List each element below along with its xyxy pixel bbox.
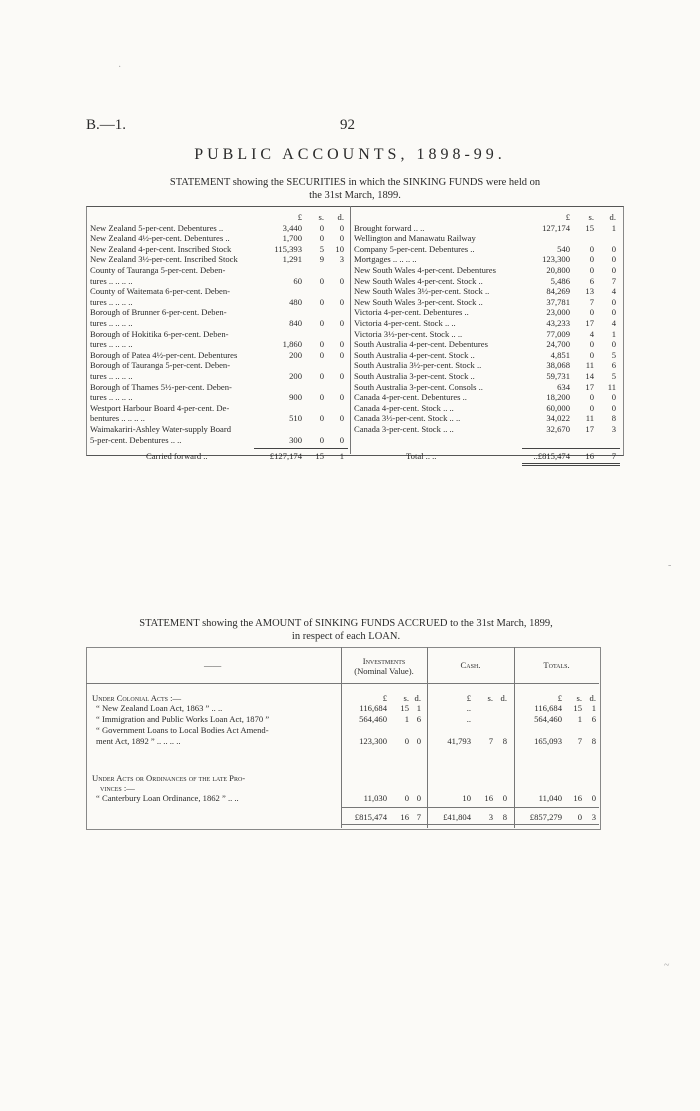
amount-shillings: 14 (585, 371, 594, 381)
security-label: Westport Harbour Board 4-per-cent. De- (90, 402, 230, 413)
inv-shillings: 0 (404, 793, 409, 803)
tot-pounds: 11,040 (538, 793, 562, 803)
amount-shillings: 9 (319, 254, 324, 265)
inv-pence: d. (414, 693, 421, 703)
security-label: tures .. .. .. .. (90, 318, 133, 328)
security-label: South Australia 3½-per-cent. Stock .. (354, 360, 482, 371)
security-label: tures .. .. .. .. (90, 296, 133, 307)
statement1-heading (88, 176, 622, 202)
amount-pence: 0 (611, 254, 616, 265)
amount-shillings: 13 (585, 286, 594, 297)
security-label: New Zealand 5-per-cent. Debentures .. (90, 222, 224, 233)
amount-pence: 4 (611, 286, 616, 297)
amount-pence: 1 (611, 328, 616, 339)
amount-pounds: 1,860 (282, 339, 302, 350)
securities-table-divider (350, 206, 351, 454)
amount-pence: 0 (339, 371, 344, 381)
loan-act-label: “ Government Loans to Local Bodies Act Amend- (96, 725, 269, 735)
amount-shillings: 17 (585, 318, 594, 328)
amount-pence: 0 (339, 349, 344, 360)
amount-shillings: 15 (585, 222, 594, 233)
tot-pence: d. (589, 693, 596, 703)
amount-pounds: 24,700 (546, 339, 570, 350)
statement1-heading-line2: the 31st March, 1899. (309, 190, 401, 201)
page-title: PUBLIC ACCOUNTS, 1898-99. (194, 146, 506, 163)
amount-shillings: 11 (585, 360, 594, 371)
amount-shillings: 0 (319, 413, 324, 424)
security-label: bentures .. .. .. .. (90, 413, 145, 424)
amount-pounds: 5,486 (550, 275, 570, 286)
cash-pounds: .. (466, 714, 471, 724)
paper-speck: · (118, 62, 122, 73)
total-double-rule (522, 463, 620, 464)
investments-subheader: (Nominal Value). (354, 666, 414, 676)
amount-pence: 0 (611, 307, 616, 318)
amount-shillings: 0 (319, 392, 324, 403)
inv-shillings: 1 (404, 714, 409, 724)
loan-act-label: “ Immigration and Public Works Loan Act, 1870 ” (96, 714, 270, 724)
group-heading-colonial-acts: Under Colonial Acts :— (92, 693, 182, 703)
inv-shillings: 15 (400, 703, 409, 713)
security-label: Wellington and Manawatu Railway (354, 233, 476, 244)
cash-pence: d. (500, 693, 507, 703)
amount-shillings: 0 (589, 339, 594, 350)
cash-pounds: £41,804 (443, 812, 471, 822)
security-label: Victoria 3½-per-cent. Stock .. .. (354, 328, 463, 339)
security-label: Canada 3½-per-cent. Stock .. .. (354, 413, 461, 424)
amount-pounds: 200 (289, 371, 302, 381)
total-rule (254, 448, 348, 449)
amount-shillings: 4 (589, 328, 594, 339)
sinking-funds-table-content (86, 647, 601, 830)
cash-pounds: 41,793 (447, 736, 471, 746)
amount-shillings: 0 (589, 243, 594, 254)
inv-pounds: 123,300 (359, 736, 387, 746)
security-label: Mortgages .. .. .. .. (354, 254, 417, 265)
security-label: tures .. .. .. .. (90, 339, 133, 350)
inv-pounds: £ (382, 693, 387, 703)
investments-header: Investments (362, 656, 406, 666)
amount-shillings: 0 (319, 371, 324, 381)
amount-pence: 0 (339, 296, 344, 307)
totals-header: Totals. (543, 660, 570, 670)
security-label: Borough of Tauranga 5-per-cent. Deben- (90, 360, 231, 371)
inv-pounds: 116,684 (359, 703, 387, 713)
amount-shillings: 11 (585, 413, 594, 424)
amount-pounds: 32,670 (546, 424, 570, 434)
amount-pence: 3 (611, 424, 616, 434)
inv-pounds: 564,460 (359, 714, 387, 724)
tot-shillings: s. (576, 693, 582, 703)
amount-pounds: 115,393 (274, 243, 302, 254)
amount-shillings: 0 (319, 349, 324, 360)
amount-pence: 0 (339, 392, 344, 403)
tot-shillings: 15 (573, 703, 582, 713)
statement2-heading-line1: STATEMENT showing the AMOUNT of SINKING FUNDS ACCRUED to the 31st March, 1899, (139, 618, 553, 629)
loan-act-label: ment Act, 1892 ” .. .. .. .. (96, 736, 181, 746)
amount-pence: 6 (611, 360, 616, 371)
amount-pounds: 18,200 (546, 392, 570, 403)
totals-double-rule (341, 824, 599, 825)
amount-pence: 0 (611, 265, 616, 275)
amount-pence: 3 (339, 254, 344, 265)
security-label: tures .. .. .. .. (90, 392, 133, 403)
security-label: New South Wales 3½-per-cent. Stock .. (354, 286, 490, 297)
tot-pounds: 116,684 (534, 703, 562, 713)
amount-pence: 5 (611, 349, 616, 360)
amount-shillings: 0 (589, 265, 594, 275)
amount-pounds: 60 (293, 275, 302, 286)
security-label: Victoria 4-per-cent. Stock .. .. (354, 318, 456, 328)
amount-pence: 0 (611, 402, 616, 413)
security-label: New Zealand 3½-per-cent. Inscribed Stock (90, 254, 238, 265)
paper-speck: - (668, 560, 672, 571)
inv-pence: 0 (416, 736, 421, 746)
inv-pence: 6 (416, 714, 421, 724)
amount-shillings: 0 (319, 296, 324, 307)
security-label: tures .. .. .. .. (90, 275, 133, 286)
security-label: Borough of Patea 4½-per-cent. Debentures (90, 349, 238, 360)
amount-pounds: 1,291 (282, 254, 302, 265)
tot-pence: 1 (591, 703, 596, 713)
amount-pounds: 510 (289, 413, 302, 424)
amount-shillings: 0 (589, 307, 594, 318)
amount-pounds: 127,174 (542, 222, 570, 233)
security-label: Canada 4-per-cent. Debentures .. (354, 392, 467, 403)
amount-shillings: 0 (319, 233, 324, 244)
amount-shillings: 0 (589, 392, 594, 403)
securities-right-column (354, 212, 620, 462)
amount-pounds: 43,233 (546, 318, 570, 328)
currency-pence-header: d. (337, 212, 344, 222)
amount-pence: 7 (611, 275, 616, 286)
security-label: County of Waitemata 6-per-cent. Deben- (90, 286, 231, 297)
security-label: Borough of Brunner 6-per-cent. Deben- (90, 307, 227, 318)
document-reference: B.—1. (86, 117, 127, 133)
cash-shillings: 7 (488, 736, 493, 746)
security-label: New South Wales 4-per-cent. Stock .. (354, 275, 483, 286)
carried-forward-shillings: 15 (315, 451, 324, 462)
amount-shillings: 0 (589, 349, 594, 360)
carried-forward-pounds: £127,174 (269, 451, 302, 462)
amount-shillings: 0 (589, 254, 594, 265)
amount-shillings: 5 (319, 243, 324, 254)
amount-shillings: 17 (585, 424, 594, 434)
inv-shillings: 16 (400, 812, 409, 822)
security-label: tures .. .. .. .. (90, 371, 133, 381)
amount-pence: 0 (339, 413, 344, 424)
securities-left-column (90, 212, 348, 462)
inv-shillings: s. (403, 693, 409, 703)
tot-shillings: 16 (573, 793, 582, 803)
amount-pence: 0 (339, 434, 344, 445)
statement1-heading-line1: STATEMENT showing the SECURITIES in which the SINKING FUNDS were held on (169, 177, 541, 188)
amount-pence: 1 (611, 222, 616, 233)
amount-pence: 0 (339, 222, 344, 233)
amount-pounds: 59,731 (546, 371, 570, 381)
amount-pounds: 38,068 (546, 360, 570, 371)
amount-shillings: 7 (589, 296, 594, 307)
tot-shillings: 7 (577, 736, 582, 746)
security-label: New Zealand 4½-per-cent. Debentures .. (90, 233, 230, 244)
amount-pounds: 200 (289, 349, 302, 360)
amount-pence: 10 (335, 243, 344, 254)
amount-pounds: 840 (289, 318, 302, 328)
cash-pounds: 10 (462, 793, 471, 803)
amount-shillings: 0 (589, 402, 594, 413)
security-label: Canada 4-per-cent. Stock .. .. (354, 402, 454, 413)
total-label: Total .. .. (406, 451, 437, 462)
cash-shillings: 16 (484, 793, 493, 803)
amount-pence: 5 (611, 371, 616, 381)
cash-pounds: .. (466, 703, 471, 713)
security-label: Borough of Thames 5½-per-cent. Deben- (90, 381, 232, 392)
carried-forward-pence: 1 (339, 451, 344, 462)
cash-pounds: £ (466, 693, 471, 703)
currency-pence-header: d. (609, 212, 616, 222)
amount-pence: 0 (611, 296, 616, 307)
carried-forward-label: Carried forward .. (146, 451, 208, 462)
cash-pence: 8 (502, 812, 507, 822)
currency-shilling-header: s. (588, 212, 594, 222)
security-label: South Australia 3-per-cent. Stock .. (354, 371, 475, 381)
currency-shilling-header: s. (318, 212, 324, 222)
tot-pounds: £ (557, 693, 562, 703)
amount-shillings: 0 (319, 339, 324, 350)
security-label: New Zealand 4-per-cent. Inscribed Stock (90, 243, 232, 254)
amount-pounds: 540 (557, 243, 570, 254)
amount-pounds: 3,440 (282, 222, 302, 233)
tot-shillings: 1 (577, 714, 582, 724)
security-label: Victoria 4-per-cent. Debentures .. (354, 307, 469, 318)
tot-shillings: 0 (577, 812, 582, 822)
security-label: 5-per-cent. Debentures .. .. (90, 434, 182, 445)
amount-pounds: 23,000 (546, 307, 570, 318)
amount-pence: 0 (611, 339, 616, 350)
amount-pence: 0 (611, 243, 616, 254)
inv-pounds: £815,474 (354, 812, 387, 822)
paper-speck: ~ (664, 960, 670, 971)
tot-pounds: 564,460 (534, 714, 562, 724)
amount-shillings: 17 (585, 381, 594, 392)
tot-pence: 0 (591, 793, 596, 803)
amount-shillings: 6 (589, 275, 594, 286)
security-label: County of Tauranga 5-per-cent. Deben- (90, 265, 226, 275)
cash-shillings: s. (487, 693, 493, 703)
security-label: Borough of Hokitika 6-per-cent. Deben- (90, 328, 229, 339)
amount-pounds: 20,800 (546, 265, 570, 275)
statement2-heading (86, 617, 606, 643)
amount-pence: 0 (611, 392, 616, 403)
inv-pounds: 11,030 (363, 793, 387, 803)
amount-pence: 4 (611, 318, 616, 328)
cash-shillings: 3 (488, 812, 493, 822)
amount-shillings: 0 (319, 434, 324, 445)
cash-header: Cash. (460, 660, 481, 670)
security-label: New South Wales 4-per-cent. Debentures (354, 265, 496, 275)
tot-pence: 6 (591, 714, 596, 724)
security-label: Canada 3-per-cent. Stock .. .. (354, 424, 454, 434)
loan-act-label: “ Canterbury Loan Ordinance, 1862 ” .. .. (96, 793, 239, 803)
amount-pence: 8 (611, 413, 616, 424)
amount-shillings: 0 (319, 275, 324, 286)
header-rule (86, 683, 599, 684)
security-label: South Australia 4-per-cent. Debentures (354, 339, 488, 350)
tot-pence: 3 (591, 812, 596, 822)
loan-act-label: “ New Zealand Loan Act, 1863 ” .. .. (96, 703, 223, 713)
totals-rule (341, 807, 599, 808)
amount-pounds: 37,781 (546, 296, 570, 307)
amount-pence: 0 (339, 233, 344, 244)
inv-shillings: 0 (404, 736, 409, 746)
security-label: Waimakariri-Ashley Water-supply Board (90, 424, 231, 434)
cash-pence: 8 (502, 736, 507, 746)
amount-pence: 0 (339, 318, 344, 328)
tot-pounds: 165,093 (534, 736, 562, 746)
amount-pounds: 60,000 (546, 402, 570, 413)
amount-pence: 11 (607, 381, 616, 392)
inv-pence: 0 (416, 793, 421, 803)
amount-shillings: 0 (319, 222, 324, 233)
security-label: South Australia 4-per-cent. Stock .. (354, 349, 475, 360)
security-label: New South Wales 3-per-cent. Stock .. (354, 296, 483, 307)
amount-pounds: 123,300 (542, 254, 570, 265)
statement2-heading-line2: in respect of each LOAN. (291, 631, 401, 642)
total-pence: 7 (611, 451, 616, 462)
currency-pound-header: £ (297, 212, 302, 222)
security-label: South Australia 3-per-cent. Consols .. (354, 381, 483, 392)
total-shillings: 16 (585, 451, 594, 462)
amount-shillings: 0 (319, 318, 324, 328)
amount-pence: 0 (339, 339, 344, 350)
amount-pounds: 634 (557, 381, 570, 392)
tot-pence: 8 (591, 736, 596, 746)
description-header-dash: —— (204, 660, 222, 670)
security-label: Brought forward .. .. (354, 222, 425, 233)
amount-pounds: 900 (289, 392, 302, 403)
amount-pounds: 480 (289, 296, 302, 307)
security-label: Company 5-per-cent. Debentures .. (354, 243, 475, 254)
total-rule (522, 448, 620, 449)
tot-pounds: £857,279 (529, 812, 562, 822)
page-number: 92 (340, 117, 355, 133)
inv-pence: 1 (416, 703, 421, 713)
total-double-rule (522, 465, 620, 466)
currency-pound-header: £ (565, 212, 570, 222)
total-pounds: ..£815,474 (533, 451, 570, 462)
amount-pounds: 4,851 (550, 349, 570, 360)
amount-pounds: 300 (289, 434, 302, 445)
group-heading-provinces: Under Acts or Ordinances of the late Pro- (92, 773, 246, 783)
group-heading-provinces-cont: vinces :— (100, 783, 135, 793)
amount-pounds: 84,269 (546, 286, 570, 297)
cash-pence: 0 (502, 793, 507, 803)
inv-pence: 7 (416, 812, 421, 822)
amount-pounds: 77,009 (546, 328, 570, 339)
amount-pence: 0 (339, 275, 344, 286)
amount-pounds: 34,022 (546, 413, 570, 424)
amount-pounds: 1,700 (282, 233, 302, 244)
